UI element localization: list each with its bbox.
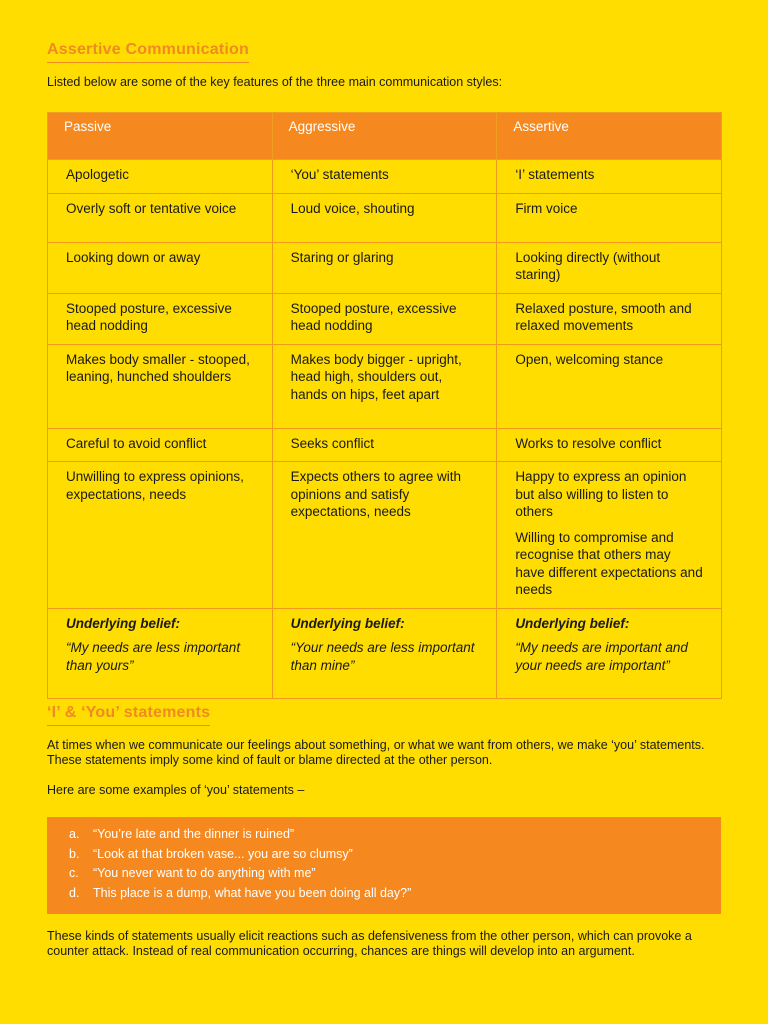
example-text: This place is a dump, what have you been doing all day?” bbox=[93, 885, 412, 900]
column-header-assertive: Assertive bbox=[497, 113, 722, 160]
list-item bbox=[69, 845, 721, 865]
cell-text: Happy to express an opinion but also willing to listen to others bbox=[515, 469, 687, 519]
table-row bbox=[48, 160, 722, 194]
list-item bbox=[69, 825, 721, 845]
belief-cell-assertive bbox=[497, 608, 722, 698]
table-cell: Expects others to agree with opinions and satisfy expectations, needs bbox=[272, 462, 497, 609]
table-cell: Relaxed posture, smooth and relaxed movements bbox=[497, 293, 722, 344]
belief-label: Underlying belief: bbox=[66, 615, 181, 631]
table-cell: Looking down or away bbox=[48, 242, 273, 293]
examples-list bbox=[47, 817, 721, 903]
list-marker: b. bbox=[69, 846, 80, 861]
belief-label: Underlying belief: bbox=[290, 615, 405, 631]
belief-quote: “My needs are important and your needs are important” bbox=[515, 640, 688, 673]
belief-cell-passive bbox=[48, 608, 273, 698]
cell-extra-text: Willing to compromise and recognise that others may have different expectations and needs bbox=[515, 529, 703, 597]
list-marker: a. bbox=[69, 827, 80, 841]
table-cell: Firm voice bbox=[497, 193, 722, 242]
table-cell: Seeks conflict bbox=[272, 428, 497, 462]
table-cell: Stooped posture, excessive head nodding bbox=[48, 293, 273, 344]
column-header-aggressive: Aggressive bbox=[272, 113, 497, 160]
closing-paragraph: These kinds of statements usually elicit reactions such as defensiveness from the other person, which can provoke a counter attack. Instead of real communication occurring, chances are things will develop into an argument. bbox=[47, 929, 692, 958]
table-cell: Looking directly (without staring) bbox=[497, 242, 722, 293]
list-marker: c. bbox=[69, 866, 79, 880]
example-text: “Look at that broken vase... you are so clumsy” bbox=[93, 846, 353, 861]
list-item bbox=[69, 884, 721, 904]
intro-text: Listed below are some of the key features of the three main communication styles: bbox=[47, 75, 503, 89]
table-cell: Makes body bigger - upright, head high, shoulders out, hands on hips, feet apart bbox=[272, 344, 497, 428]
belief-cell-aggressive bbox=[272, 608, 497, 698]
list-marker: d. bbox=[69, 885, 80, 900]
table-cell: Apologetic bbox=[48, 160, 273, 194]
table-cell: Stooped posture, excessive head nodding bbox=[272, 293, 497, 344]
table-cell: Loud voice, shouting bbox=[272, 193, 497, 242]
belief-label: Underlying belief: bbox=[515, 615, 630, 631]
example-text: “You never want to do anything with me” bbox=[93, 866, 316, 880]
table-row bbox=[48, 193, 722, 242]
table-cell: ‘You’ statements bbox=[272, 160, 497, 194]
examples-lead-in: Here are some examples of ‘you’ statements – bbox=[47, 783, 305, 797]
table-row bbox=[48, 344, 722, 428]
table-cell: Makes body smaller - stooped, leaning, hunched shoulders bbox=[48, 344, 273, 428]
example-text: “You’re late and the dinner is ruined” bbox=[93, 827, 295, 841]
table-row bbox=[48, 242, 722, 293]
belief-row bbox=[48, 608, 722, 698]
table-row bbox=[48, 428, 722, 462]
table-cell: Staring or glaring bbox=[272, 242, 497, 293]
table-cell: Open, welcoming stance bbox=[497, 344, 722, 428]
table-cell: Unwilling to express opinions, expectations, needs bbox=[48, 462, 273, 609]
communication-styles-table bbox=[47, 112, 722, 699]
table-row bbox=[48, 462, 722, 609]
examples-box bbox=[47, 817, 721, 914]
table-cell: ‘I’ statements bbox=[497, 160, 722, 194]
table-row bbox=[48, 293, 722, 344]
belief-quote: “Your needs are less important than mine” bbox=[290, 640, 475, 673]
section-title-assertive-communication: Assertive Communication bbox=[47, 41, 249, 63]
table-cell bbox=[497, 462, 722, 609]
belief-quote: “My needs are less important than yours” bbox=[66, 640, 241, 673]
table-cell: Overly soft or tentative voice bbox=[48, 193, 273, 242]
you-statements-intro: At times when we communicate our feelings about something, or what we want from others, we make ‘you’ statements. These statements imply some kind of fault or blame directed at the other person. bbox=[47, 738, 705, 767]
table-cell: Careful to avoid conflict bbox=[48, 428, 273, 462]
table-cell: Works to resolve conflict bbox=[497, 428, 722, 462]
column-header-passive: Passive bbox=[48, 113, 273, 160]
table-header-row bbox=[48, 113, 722, 160]
list-item bbox=[69, 864, 721, 884]
section-title-i-you-statements: ‘I’ & ‘You’ statements bbox=[47, 704, 210, 726]
